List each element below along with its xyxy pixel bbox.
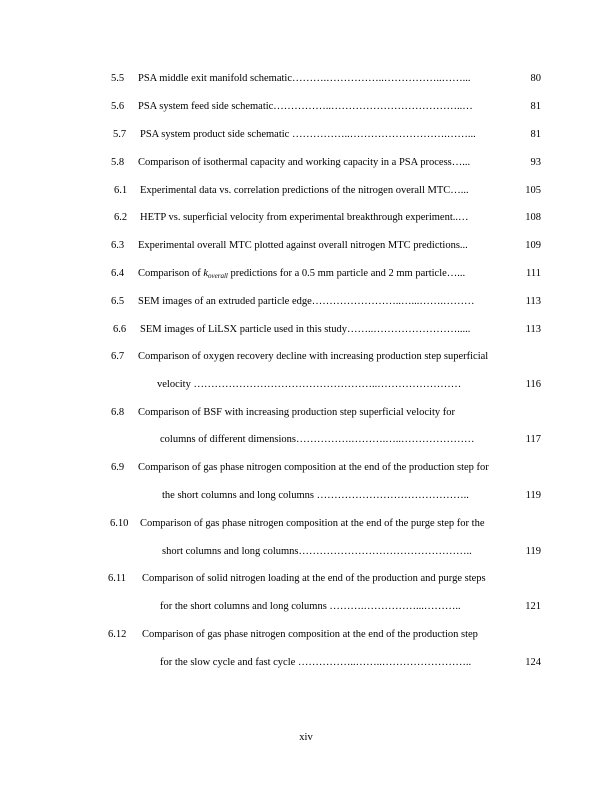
entry-number: 6.12 xyxy=(108,629,127,640)
entry-number: 6.11 xyxy=(108,573,126,584)
page-number: xiv xyxy=(299,732,313,743)
entry-title-continuation[interactable]: for the short columns and long columns ……….……………...……….. xyxy=(160,601,461,612)
entry-number: 6.9 xyxy=(111,462,125,473)
entry-title[interactable]: PSA system feed side schematic……………..………………………………..… xyxy=(138,101,473,112)
entry-page: 121 xyxy=(525,601,541,612)
entry-page: 116 xyxy=(525,379,541,390)
entry-title[interactable]: Comparison of oxygen recovery decline with increasing production step superficial xyxy=(138,351,489,362)
k-subscript: overall xyxy=(208,272,228,280)
entry-title[interactable]: Comparison of solid nitrogen loading at the end of the production and purge steps xyxy=(142,573,486,584)
entry-page: 113 xyxy=(525,296,541,307)
entry-number: 5.8 xyxy=(111,157,125,168)
entry-title-continuation[interactable]: short columns and long columns………………………………………….. xyxy=(162,546,472,557)
entry-title[interactable]: Comparison of BSF with increasing production step superficial velocity for xyxy=(138,407,455,418)
entry-number: 6.10 xyxy=(110,518,129,529)
entry-title-suffix: predictions for a 0.5 mm particle and 2 mm particle…... xyxy=(227,268,466,279)
entry-number: 6.4 xyxy=(111,268,125,279)
entry-number: 6.6 xyxy=(113,324,127,335)
entry-title[interactable]: SEM images of an extruded particle edge……………………..…...…….……… xyxy=(138,296,475,307)
entry-page: 117 xyxy=(525,434,541,445)
entry-page: 111 xyxy=(526,268,541,279)
entry-title[interactable]: Comparison of isothermal capacity and working capacity in a PSA process…... xyxy=(138,157,471,168)
entry-page: 119 xyxy=(525,546,541,557)
entry-page: 124 xyxy=(525,657,541,668)
entry-title[interactable]: Comparison of gas phase nitrogen composition at the end of the purge step for the xyxy=(140,518,485,529)
entry-title-continuation[interactable]: columns of different dimensions…………….……….…..………………… xyxy=(160,434,475,445)
entry-title[interactable]: Experimental data vs. correlation predictions of the nitrogen overall MTC…... xyxy=(140,185,469,196)
entry-number: 5.5 xyxy=(111,73,125,84)
entry-page: 93 xyxy=(530,157,541,168)
entry-page: 113 xyxy=(525,324,541,335)
entry-number: 6.5 xyxy=(111,296,125,307)
entry-number: 6.1 xyxy=(114,185,128,196)
entry-title[interactable]: PSA middle exit manifold schematic……….……………..……………..……... xyxy=(138,73,471,84)
entry-title-continuation[interactable]: for the slow cycle and fast cycle ……………..……..…………………….. xyxy=(160,657,472,668)
entry-title[interactable]: HETP vs. superficial velocity from experimental breakthrough experiment..… xyxy=(140,212,469,223)
entry-page: 119 xyxy=(525,490,541,501)
entry-page: 81 xyxy=(530,129,541,140)
entry-page: 105 xyxy=(525,185,541,196)
entry-number: 5.6 xyxy=(111,101,125,112)
entry-title[interactable]: Comparison of gas phase nitrogen composition at the end of the production step xyxy=(142,629,478,640)
entry-title[interactable]: SEM images of LiLSX particle used in this study……..……………………..... xyxy=(140,324,471,335)
entry-page: 109 xyxy=(525,240,541,251)
entry-title[interactable] xyxy=(138,267,465,283)
entry-number: 6.3 xyxy=(111,240,125,251)
entry-number: 5.7 xyxy=(113,129,127,140)
entry-number: 6.7 xyxy=(111,351,125,362)
entry-number: 6.8 xyxy=(111,407,125,418)
entry-title-continuation[interactable]: the short columns and long columns …………………………………….. xyxy=(162,490,469,501)
entry-page: 108 xyxy=(525,212,541,223)
entry-title[interactable]: Experimental overall MTC plotted against overall nitrogen MTC predictions... xyxy=(138,240,468,251)
k-symbol: k xyxy=(203,268,208,279)
entry-number: 6.2 xyxy=(114,212,128,223)
entry-title-prefix: Comparison of xyxy=(138,268,204,279)
entry-title-continuation[interactable]: velocity ……………………………………………..…………………… xyxy=(157,379,462,390)
entry-page: 80 xyxy=(530,73,541,84)
entry-title[interactable]: Comparison of gas phase nitrogen composition at the end of the production step for xyxy=(138,462,489,473)
entry-page: 81 xyxy=(530,101,541,112)
entry-title[interactable]: PSA system product side schematic ……………..……………………….……... xyxy=(140,129,476,140)
